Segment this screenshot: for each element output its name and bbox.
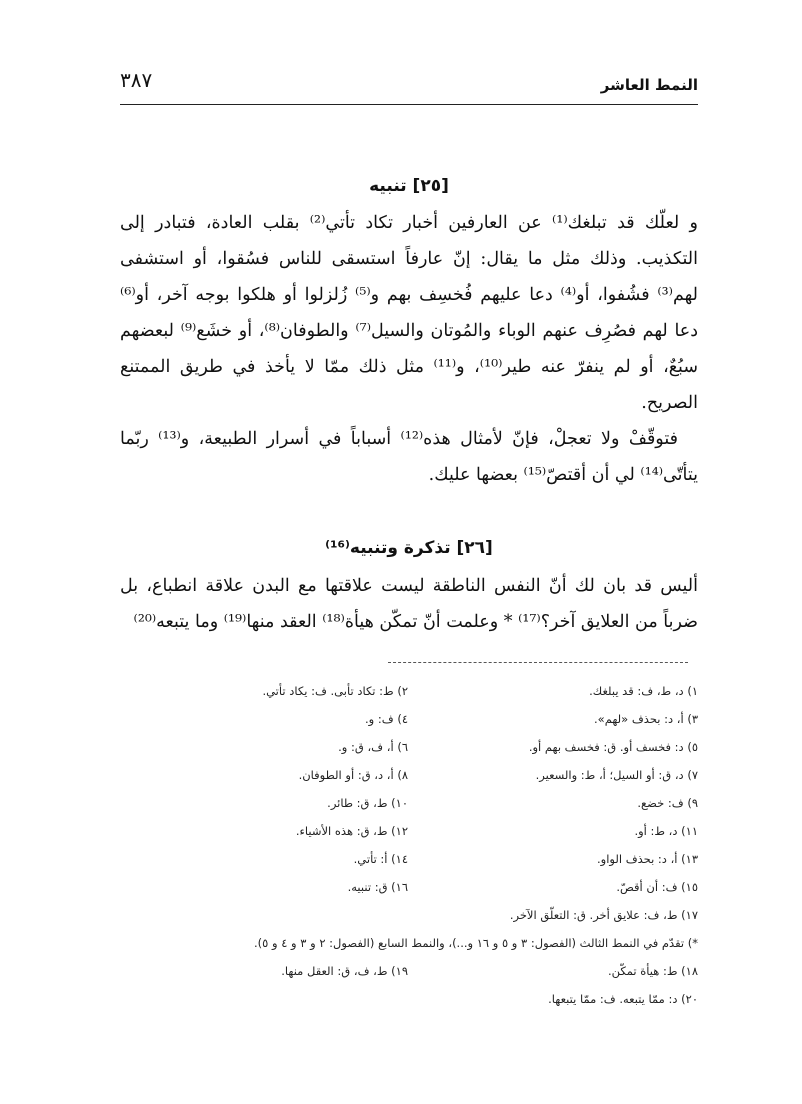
footnote-row [120,684,698,712]
footnote-row [120,992,698,1020]
footnote-row [120,852,698,880]
footnote-10: ١٠) ط، ق: طائر. [327,796,408,810]
footnote-3: ٣) أ، د: بحذف «لهم». [594,712,698,726]
footnote-row [120,964,698,992]
footnote-row [120,768,698,796]
footnote-18: ١٨) ط: هيأة تمكّن. [608,964,698,978]
section-26-body [120,568,698,640]
section-25-body [120,205,698,493]
footnote-1: ١) د، ط، ف: قد يبلغك. [589,684,698,698]
footnote-7: ٧) د، ق: أو السيل؛ أ، ط: والسعير. [535,768,698,782]
footnote-8: ٨) أ، د، ق: أو الطوفان. [298,768,408,782]
page-number: ٣٨٧ [120,68,153,92]
section-25-heading: [٢٥] تنبيه [369,176,449,196]
footnote-11: ١١) د، ط: أو. [634,824,698,838]
footnote-20: ٢٠) د: ممّا يتبعه. ف: ممّا يتبعها. [548,992,698,1006]
footnote-15: ١٥) ف: أن أقصّ. [616,880,698,894]
footnote-19: ١٩) ط، ف، ق: العقل منها. [281,964,408,978]
footnote-row [120,740,698,768]
footnote-row [120,880,698,908]
footnote-row [120,824,698,852]
footnote-4: ٤) ف: و. [365,712,408,726]
footnote-row [120,712,698,740]
footnotes-divider [388,662,688,663]
page-header [120,66,698,100]
footnote-16: ١٦) ق: تنبيه. [347,880,408,894]
section-26-heading: [٢٦] تذكرة وتنبيه⁽¹⁶⁾ [325,538,493,558]
running-title: النمط العاشر [600,76,698,94]
footnote-row [120,908,698,936]
footnote-row [120,796,698,824]
footnote-star: *) تقدّم في النمط الثالث (الفصول: ٣ و ٥ و ١٦ و...)، والنمط السابع (الفصول: ٢ و ٣ و ٤ و ٥). [253,936,698,950]
footnote-2: ٢) ط: تكاد تأبى. ف: يكاد تأتي. [262,684,408,698]
section-25-paragraph-2: فتوقّفْ ولا تعجلْ، فإنّ لأمثال هذه⁽¹²⁾ أسباباً في أسرار الطبيعة، و⁽¹³⁾ ربّما يتأتّى⁽¹⁴⁾ لي أن أقتصّ⁽¹⁵⁾ بعضها عليك. [120,429,698,485]
footnote-row [120,936,698,964]
footnote-14: ١٤) أ: تأتي. [353,852,408,866]
footnotes [120,684,698,1020]
footnote-12: ١٢) ط، ق: هذه الأشياء. [295,824,408,838]
footnote-9: ٩) ف: خضع. [637,796,698,810]
section-26-paragraph-1: أليس قد بان لك أنّ النفس الناطقة ليست علاقتها مع البدن علاقة انطباع، بل ضرباً من العلايق آخر؟⁽¹⁷⁾ * وعلمت أنّ تمكّن هيأة⁽¹⁸⁾ العقد منها⁽¹⁹⁾ وما يتبعه⁽²⁰⁾ [120,576,698,632]
section-25-paragraph-1: و لعلّك قد تبلغك⁽¹⁾ عن العارفين أخبار تكاد تأتي⁽²⁾ بقلب العادة، فتبادر إلى التكذيب. وذلك مثل ما يقال: إنّ عارفاً استسقى للناس فسُقوا، أو استشفى لهم⁽³⁾ فشُفوا، أو⁽⁴⁾ دعا عليهم فُخسِف بهم و⁽⁵⁾ زُلزلوا أو هلكوا بوجه آخر، أو⁽⁶⁾ دعا لهم فصُرِف عنهم الوباء والمُوتان والسيل⁽⁷⁾ والطوفان⁽⁸⁾، أو خشَع⁽⁹⁾ لبعضهم سبُعٌ، أو لم ينفرّ عنه طير⁽¹⁰⁾، و⁽¹¹⁾ مثل ذلك ممّا لا يأخذ في طريق الممتنع الصريح. [120,213,699,413]
header-divider [120,104,698,105]
footnote-6: ٦) أ، ف، ق: و. [338,740,408,754]
footnote-5: ٥) د: فخسف أو. ق: فخسف بهم أو. [528,740,698,754]
footnote-13: ١٣) أ، د: بحذف الواو. [597,852,698,866]
footnote-17: ١٧) ط، ف: علايق أخر. ق: التعلّق الآخر. [509,908,698,922]
